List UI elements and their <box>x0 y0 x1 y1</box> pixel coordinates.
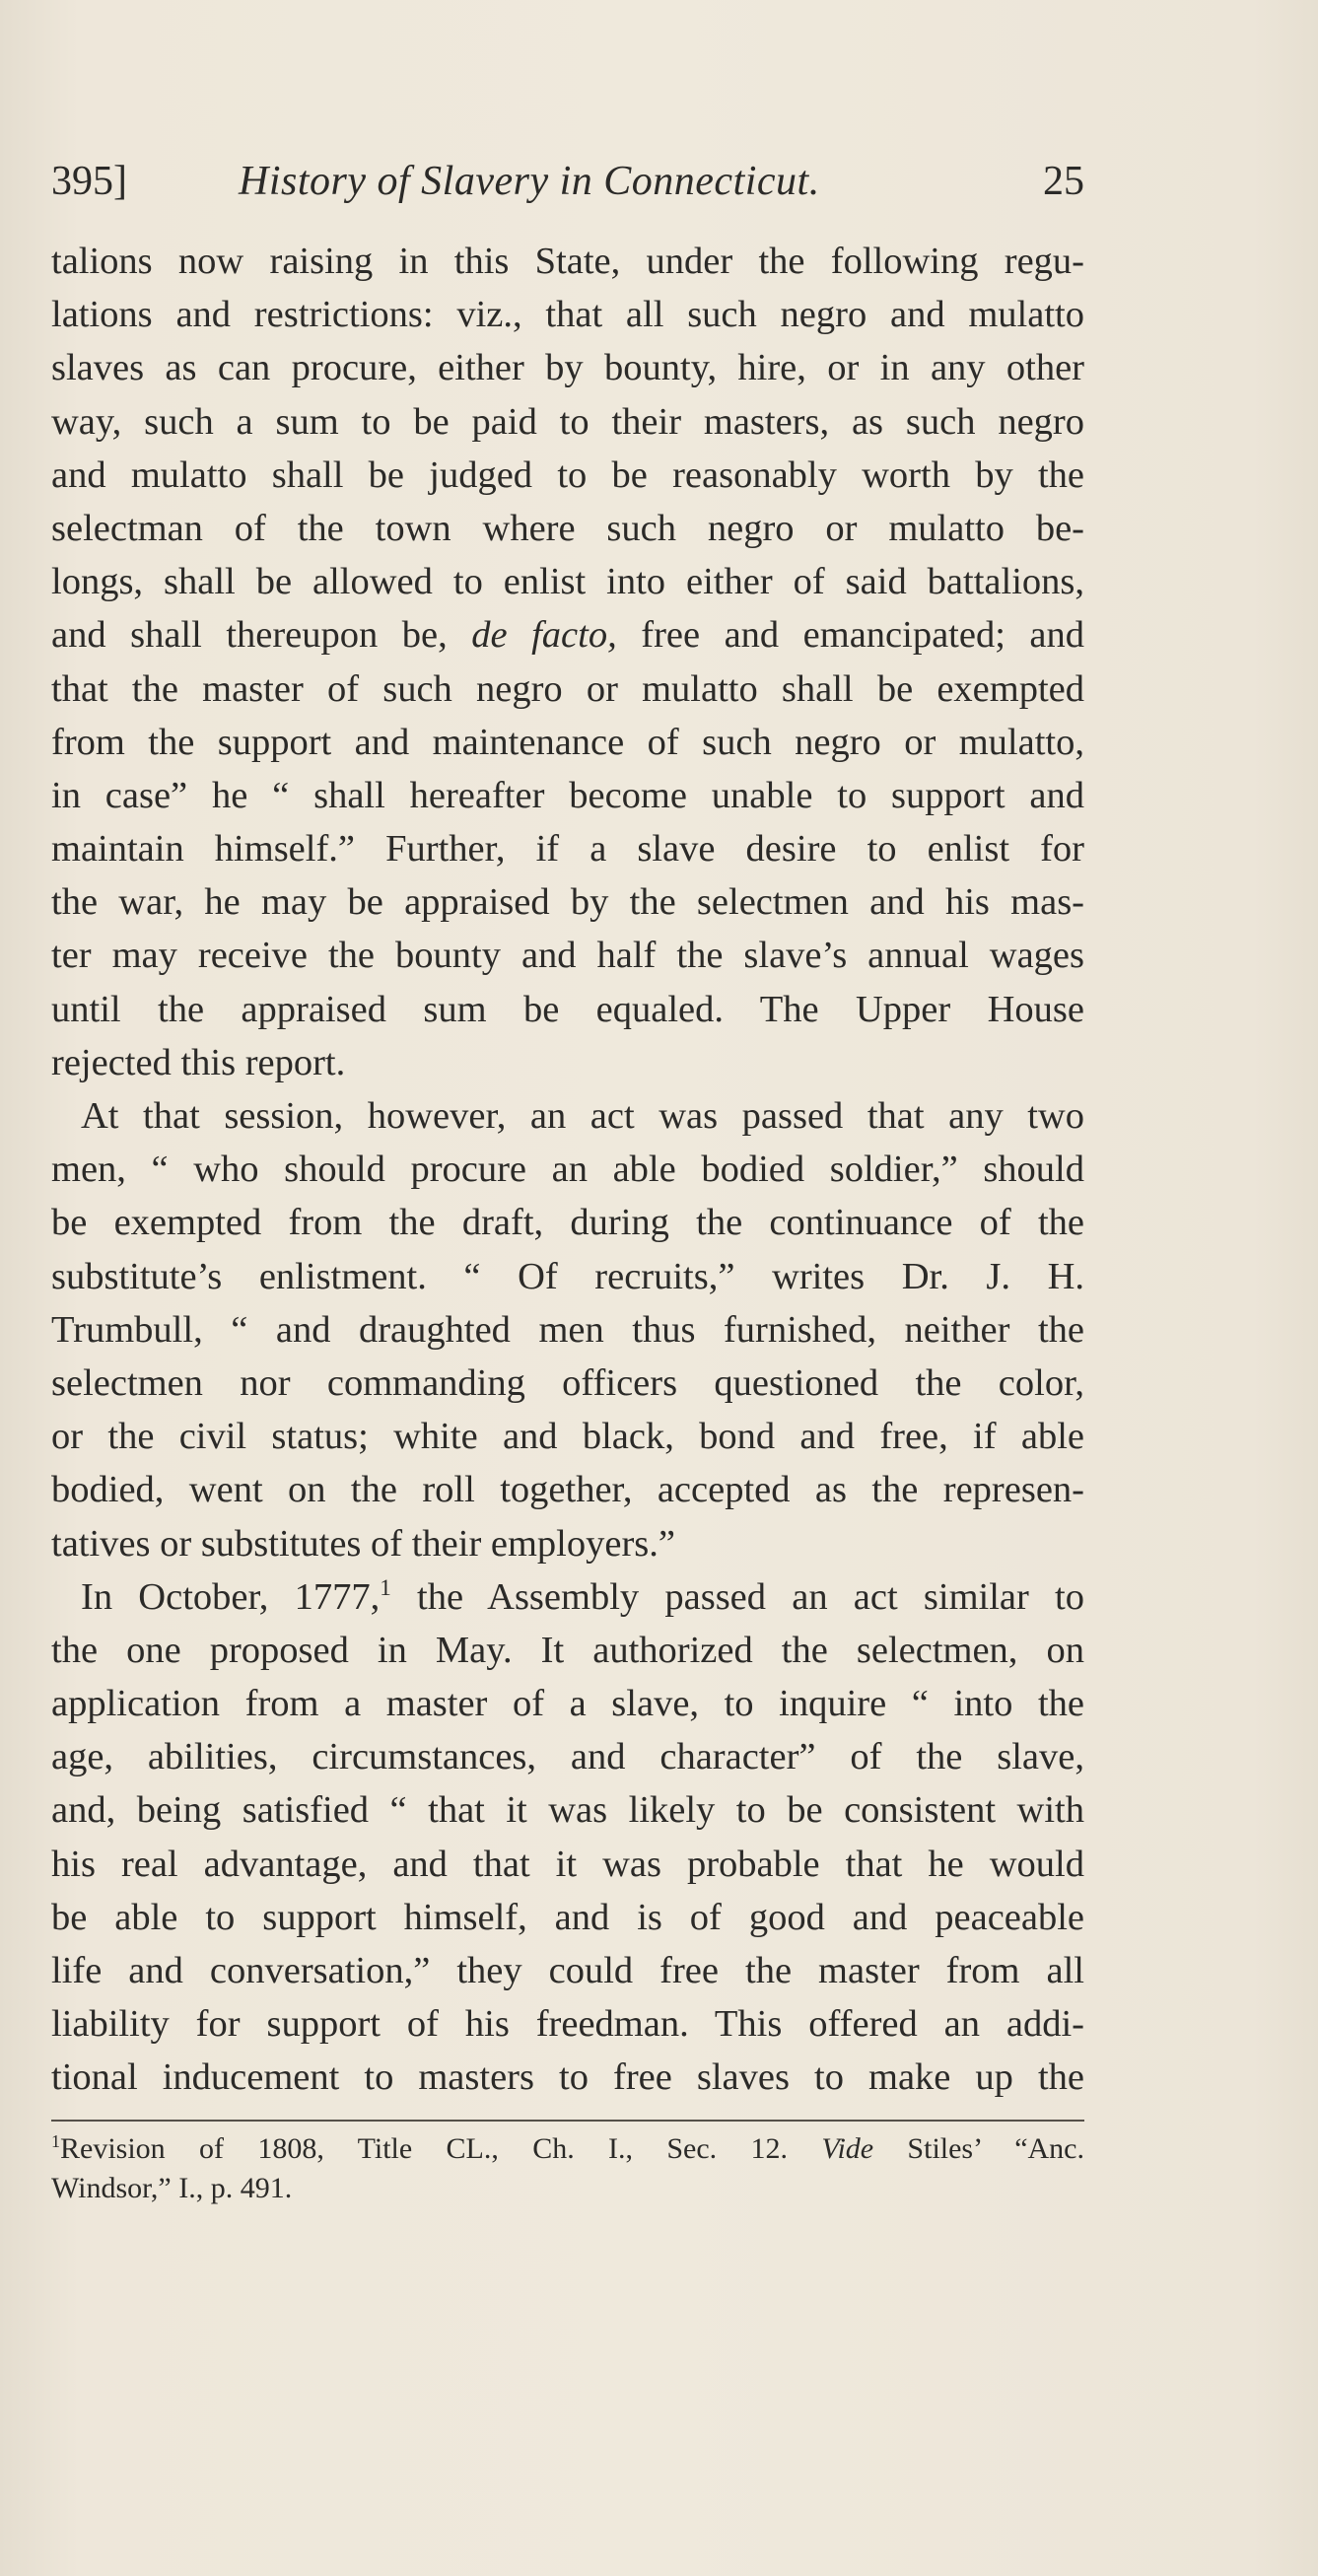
text-segment: the Assembly passed an act similar to <box>390 1575 1084 1618</box>
text-line: substitute’s enlistment. “ Of recruits,” writes Dr. J. H. <box>51 1255 1084 1297</box>
text-line: tional inducement to masters to free slaves to make up the <box>51 2056 1084 2099</box>
footnote-number: 1 <box>51 2131 60 2151</box>
footnote-divider <box>51 2120 1084 2122</box>
text-segment: and shall thereupon be, <box>51 614 472 657</box>
text-segment: In October, 1777, <box>81 1575 381 1618</box>
text-line: his real advantage, and that it was probable that he would <box>51 1843 1084 1885</box>
text-line: and mulatto shall be judged to be reasonably worth by the <box>51 453 1084 496</box>
text-line: maintain himself.” Further, if a slave desire to enlist for <box>51 828 1084 870</box>
text-line: lations and restrictions: viz., that all such negro and mulatto <box>51 294 1084 336</box>
text-line: longs, shall be allowed to enlist into either of said battalions, <box>51 561 1084 603</box>
footnote-segment: Stiles’ “Anc. <box>873 2132 1084 2165</box>
text-line: and, being satisfied “ that it was likely to be consistent with <box>51 1789 1084 1832</box>
text-line: or the civil status; white and black, bond and free, if able <box>51 1416 1084 1458</box>
footnote-line: Windsor,” I., p. 491. <box>51 2172 293 2204</box>
text-line: way, such a sum to be paid to their masters, as such negro <box>51 400 1084 443</box>
italic-phrase: de facto, <box>471 614 617 657</box>
text-line: slaves as can procure, either by bounty, hire, or in any other <box>51 347 1084 389</box>
running-title: History of Slavery in Connecticut. <box>239 159 820 204</box>
text-line: selectman of the town where such negro or mulatto be- <box>51 507 1084 549</box>
text-line: ter may receive the bounty and half the slave’s annual wages <box>51 935 1084 977</box>
text-line: liability for support of his freedman. This offered an addi- <box>51 2003 1084 2046</box>
page-number-right: 25 <box>1043 159 1084 204</box>
text-line <box>51 608 1084 661</box>
running-header <box>51 158 1084 227</box>
text-line: talions now raising in this State, under the following regu- <box>51 241 1084 282</box>
text-line: selectmen nor commanding officers questioned the color, <box>51 1361 1084 1404</box>
page-number-left: 395] <box>51 159 127 204</box>
body-text <box>51 235 1084 2105</box>
text-line: the war, he may be appraised by the selectmen and his mas- <box>51 881 1084 924</box>
text-line <box>51 1570 1084 1624</box>
text-line: the one proposed in May. It authorized the selectmen, on <box>51 1629 1084 1671</box>
text-line: application from a master of a slave, to inquire “ into the <box>51 1683 1084 1725</box>
text-line: age, abilities, circumstances, and character” of the slave, <box>51 1736 1084 1778</box>
text-line: be exempted from the draft, during the continuance of the <box>51 1202 1084 1244</box>
text-line: be able to support himself, and is of good and peaceable <box>51 1896 1084 1938</box>
text-line: men, “ who should procure an able bodied soldier,” should <box>51 1149 1084 1191</box>
text-line: that the master of such negro or mulatto shall be exempted <box>51 667 1084 710</box>
text-line: At that session, however, an act was passed that any two <box>81 1095 1084 1137</box>
footnote-segment: Revision of 1808, Title CL., Ch. I., Sec. 12. <box>60 2132 822 2165</box>
text-line: Trumbull, “ and draughted men thus furnished, neither the <box>51 1308 1084 1351</box>
text-line: bodied, went on the roll together, accepted as the represen- <box>51 1469 1084 1511</box>
footnotes <box>51 2129 1084 2208</box>
text-line: from the support and maintenance of such negro or mulatto, <box>51 721 1084 763</box>
italic-phrase: Vide <box>821 2132 874 2165</box>
text-line: tatives or substitutes of their employers.” <box>51 1522 675 1565</box>
text-line: life and conversation,” they could free the master from all <box>51 1950 1084 1991</box>
text-line: until the appraised sum be equaled. The Upper House <box>51 988 1084 1030</box>
footnote-line <box>51 2129 1084 2169</box>
text-line: rejected this report. <box>51 1041 346 1083</box>
footnote-marker: 1 <box>380 1573 391 1600</box>
text-segment: free and emancipated; and <box>616 614 1084 657</box>
text-line: in case” he “ shall hereafter become unable to support and <box>51 774 1084 816</box>
